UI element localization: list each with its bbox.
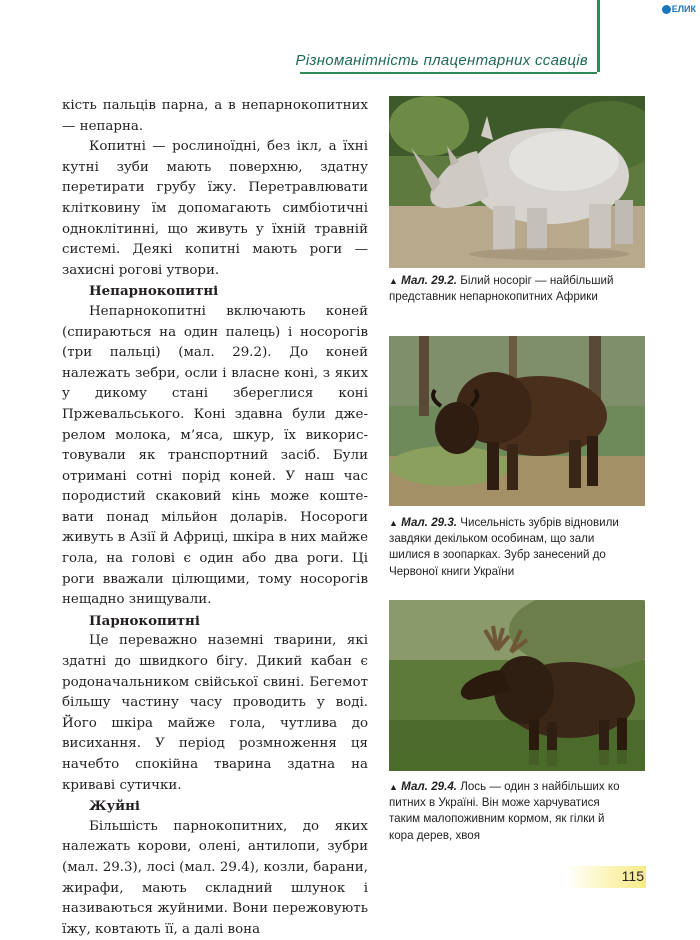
publisher-logo: ЕЛИК: [662, 4, 696, 14]
page-number: 115: [621, 868, 644, 884]
main-text-column: [62, 96, 368, 940]
paragraph-ungulates: Копитні — рослиноїдні, без ікл, а їхні кутні зуби мають поверхню, здатну перетирати грубу їжу. Перетравлювати клітковину їм допомагають симбіотичні одноклітинні, що живуть у їхній травній системі. Деякі копитні мають роги — захисні рогові утвори.: [62, 139, 368, 278]
caption-marker-icon: ▲: [389, 518, 398, 528]
caption-text-line: Чисельність зубрів відновили: [460, 516, 619, 529]
header-rule: [300, 72, 597, 74]
caption-fig-29-4: [389, 779, 651, 844]
caption-marker-icon: ▲: [389, 782, 398, 792]
photo-european-bison: [389, 336, 645, 506]
caption-label: Мал. 29.4.: [401, 780, 457, 793]
caption-text-line: Білий носоріг — найбільший: [460, 274, 614, 287]
paragraph-even-toed: Це переважно наземні тварини, які здатні до швидкого бігу. Дикий кабан є родоначальником свійської свині. Бегемот більшу частину часу проводить у воді. Його шкіра майже гола, чутлива до висихання. У період розмноження ця начебто спокійна тварина здатна на криваві сутички.: [62, 633, 368, 793]
caption-text-line: шилися в зоопарках. Зубр занесений до: [389, 548, 606, 562]
heading-odd-toed: Непарнокопитні: [89, 283, 219, 300]
paragraph-ruminants: Більшість парнокопитних, до яких належать корови, олені, антилопи, зубри (мал. 29.3), лосі (мал. 29.4), козли, барани, жирафи, мають складний шлунок і називаються жуйними. Вони пережовують їжу, ковтають її, а далі вона: [62, 818, 368, 937]
caption-text-line: таким малопоживним кормом, як гілки й: [389, 812, 605, 826]
caption-fig-29-3: [389, 515, 651, 580]
caption-text-line: Лось — один з найбільших ко: [460, 780, 620, 793]
paragraph-odd-toed: Непарнокопитні включають коней (спираються на один палець) і носорогів (три пальці) (мал. 29.2). До коней належать зебри, осли і власне коні, з яких у дикому стані збереглися коні Пржевальського. Коні здавна були джерелом молока, м’яса, шкур, їх використовували як транспортний засіб. Були отримані сотні порід коней. У наш час породистий скаковий кінь може коштевати понад мільйон доларів. Носороги живуть в Азії й Африці, шкіра в них майже гола, на голові є один або два роги. Ці роги вважали цілющими, тому носорогів нещадно знищували.: [62, 303, 368, 608]
caption-fig-29-2: [389, 273, 651, 305]
caption-text-line: питних в Україні. Він може харчуватися: [389, 796, 600, 810]
caption-text-line: кора дерев, хвоя: [389, 828, 481, 842]
photo-moose: [389, 600, 645, 771]
paragraph-continuation: кість пальців парна, а в непарнокопитних — непарна.: [62, 98, 368, 134]
logo-icon: [662, 5, 671, 14]
header-vertical-rule: [597, 0, 600, 72]
heading-ruminants: Жуйні: [89, 798, 140, 815]
caption-label: Мал. 29.2.: [401, 274, 457, 287]
caption-text-line: Червоної книги України: [389, 564, 515, 578]
heading-even-toed: Парнокопитні: [89, 612, 200, 629]
caption-text-line: представник непарнокопитних Африки: [389, 290, 598, 304]
photo-white-rhinoceros: [389, 96, 645, 268]
page-header-title: Різноманітність плацентарних ссавців: [295, 52, 588, 69]
caption-label: Мал. 29.3.: [401, 516, 457, 529]
caption-marker-icon: ▲: [389, 276, 398, 286]
caption-text-line: завдяки декільком особинам, що зали: [389, 532, 595, 546]
